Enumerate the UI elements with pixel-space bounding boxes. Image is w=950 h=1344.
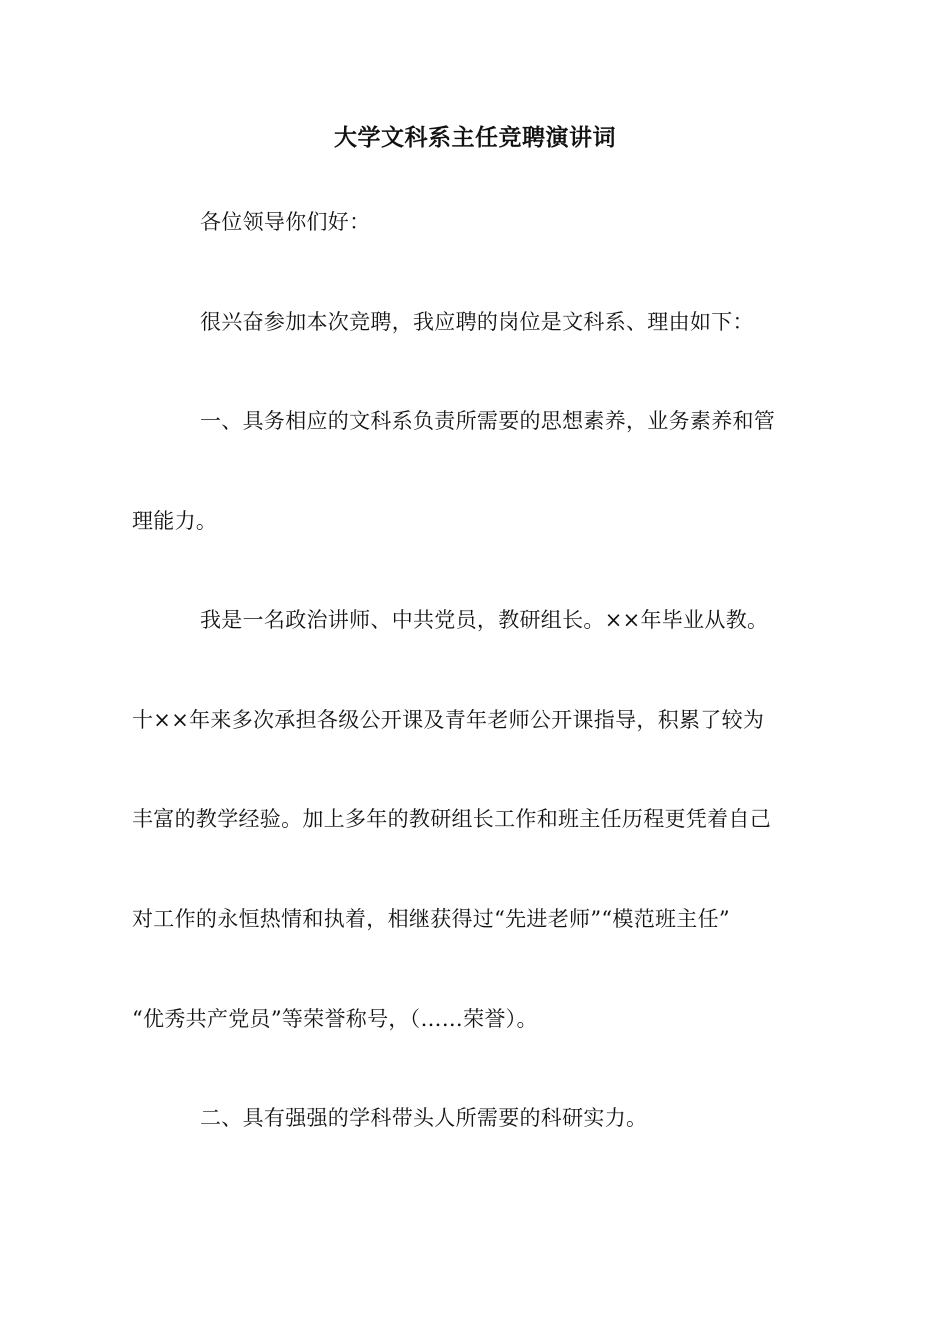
paragraph-line: 一、具务相应的文科系负责所需要的思想素养，业务素养和管: [200, 409, 776, 433]
paragraph-line: 十××年来多次承担各级公开课及青年老师公开课指导，积累了较为: [132, 708, 765, 732]
paragraph-line: 我是一名政治讲师、中共党员，教研组长。××年毕业从教。: [200, 608, 769, 632]
paragraph-line: “优秀共产党员”等荣誉称号，（……荣誉）。: [132, 1007, 538, 1031]
paragraph-line: 很兴奋参加本次竞聘，我应聘的岗位是文科系、理由如下：: [200, 310, 754, 334]
paragraph-line: 二、具有强强的学科带头人所需要的科研实力。: [200, 1106, 648, 1130]
paragraph-line: 丰富的教学经验。加上多年的教研组长工作和班主任历程更凭着自己: [132, 807, 771, 831]
greeting-line: 各位领导你们好：: [200, 210, 371, 234]
document-title: 大学文科系主任竞聘演讲词: [334, 125, 616, 151]
paragraph-line: 对工作的永恒热情和执着，相继获得过“先进老师”“模范班主任”: [132, 907, 730, 931]
paragraph-line: 理能力。: [132, 509, 218, 533]
